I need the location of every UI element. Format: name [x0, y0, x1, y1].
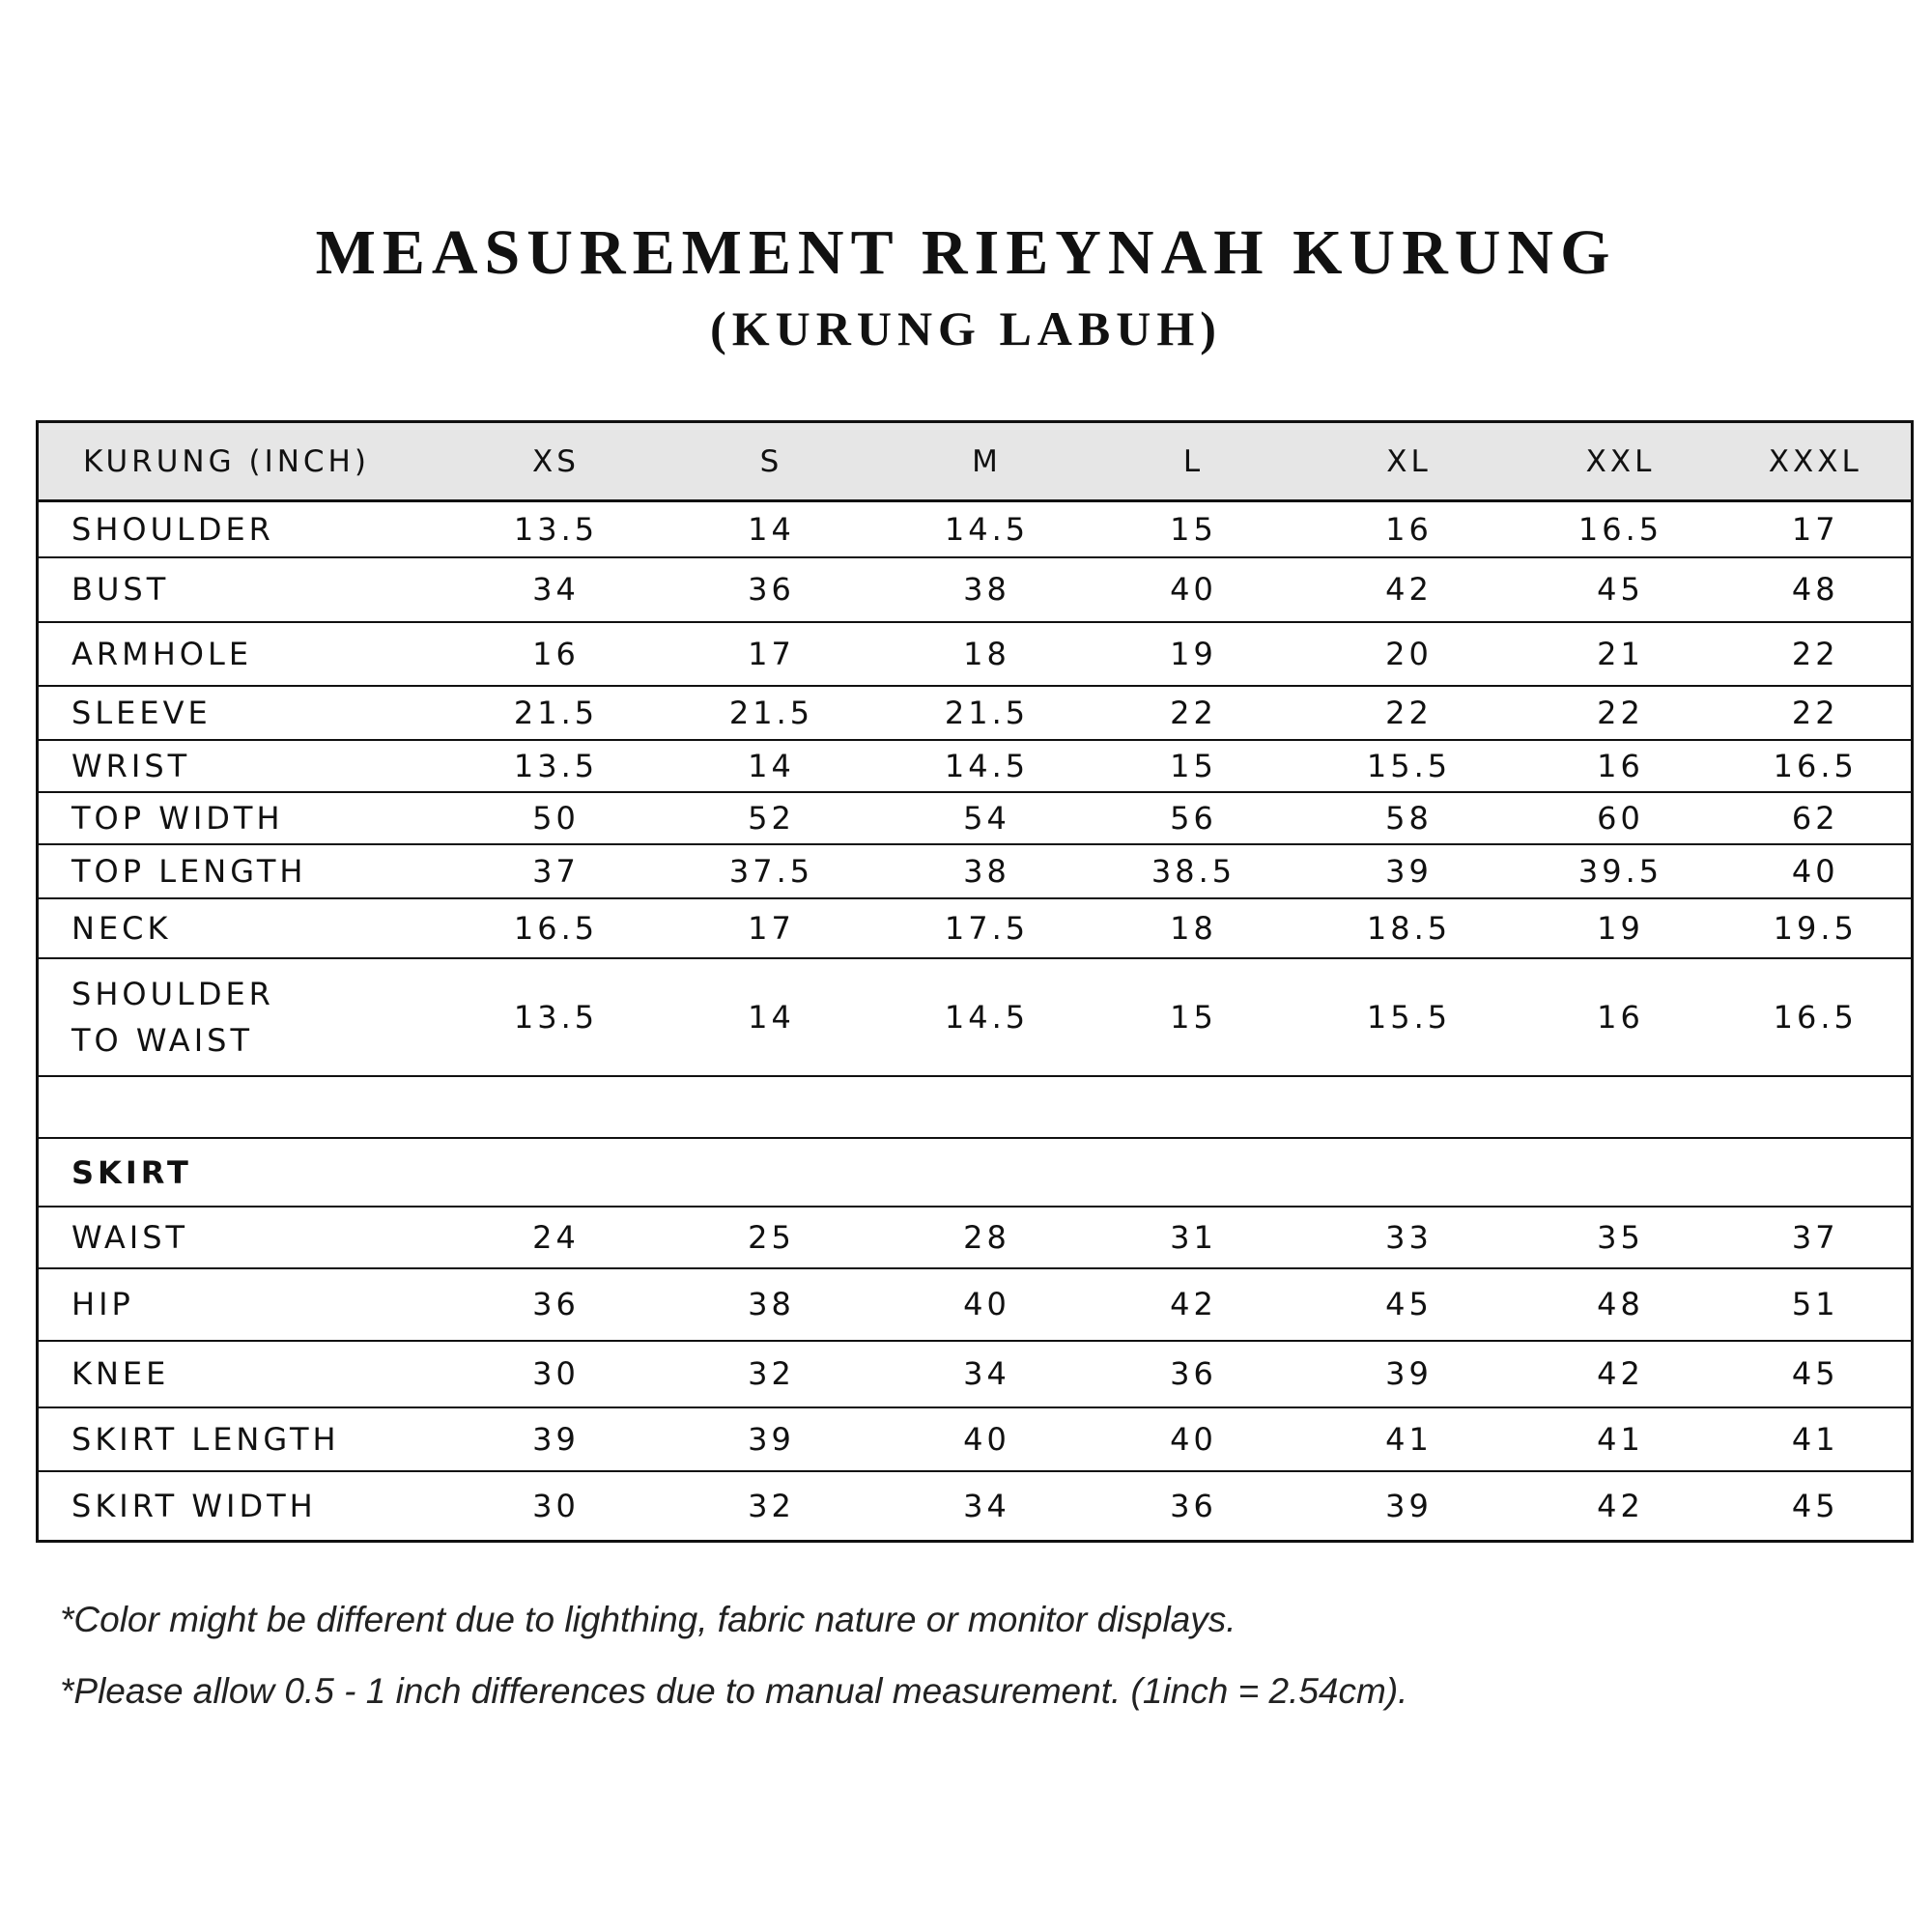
row-label: ARMHOLE — [38, 622, 453, 686]
cell-value: 14.5 — [884, 740, 1091, 792]
header-label: KURUNG (INCH) — [38, 422, 453, 501]
cell-value: 40 — [884, 1407, 1091, 1471]
cell-value: 16.5 — [1720, 958, 1913, 1076]
cell-value: 16.5 — [453, 898, 660, 958]
row-label: BUST — [38, 557, 453, 622]
cell-value: 16.5 — [1720, 740, 1913, 792]
cell-value: 17 — [1720, 501, 1913, 557]
cell-value: 19 — [1521, 898, 1720, 958]
cell-value: 41 — [1720, 1407, 1913, 1471]
table-row — [38, 1268, 1913, 1341]
row-label-line2: TO WAIST — [71, 1021, 253, 1059]
table-row — [38, 622, 1913, 686]
cell-value: 32 — [660, 1471, 884, 1541]
spacer-row — [38, 1076, 1913, 1138]
cell-value: 39.5 — [1521, 844, 1720, 897]
cell-value: 22 — [1720, 622, 1913, 686]
page-title: MEASUREMENT RIEYNAH KURUNG — [315, 217, 1617, 288]
cell-value: 41 — [1297, 1407, 1521, 1471]
cell-value: 15.5 — [1297, 740, 1521, 792]
table-row — [38, 1471, 1913, 1541]
table-row — [38, 792, 1913, 844]
cell-value: 21.5 — [453, 686, 660, 740]
row-label-line1: SHOULDER — [71, 975, 274, 1012]
cell-value: 48 — [1521, 1268, 1720, 1341]
cell-value: 17 — [660, 898, 884, 958]
footnote-color: *Color might be different due to lighthing, fabric nature or monitor displays. — [60, 1600, 1236, 1639]
cell-value: 34 — [884, 1471, 1091, 1541]
cell-value: 15.5 — [1297, 958, 1521, 1076]
cell-value: 45 — [1720, 1471, 1913, 1541]
cell-value: 13.5 — [453, 501, 660, 557]
size-chart-table — [36, 420, 1914, 1543]
cell-value: 50 — [453, 792, 660, 844]
cell-value: 48 — [1720, 557, 1913, 622]
top-measurements — [38, 501, 1913, 1542]
row-label: KNEE — [38, 1341, 453, 1407]
cell-value: 16 — [453, 622, 660, 686]
cell-value: 18 — [1091, 898, 1297, 958]
cell-value: 36 — [1091, 1471, 1297, 1541]
cell-value: 40 — [1720, 844, 1913, 897]
cell-value: 39 — [1297, 844, 1521, 897]
cell-value: 36 — [1091, 1341, 1297, 1407]
table-row — [38, 958, 1913, 1076]
cell-value: 16 — [1297, 501, 1521, 557]
cell-value: 18 — [884, 622, 1091, 686]
table-row — [38, 501, 1913, 557]
cell-value: 14.5 — [884, 501, 1091, 557]
cell-value: 22 — [1297, 686, 1521, 740]
cell-value: 25 — [660, 1207, 884, 1267]
cell-value: 62 — [1720, 792, 1913, 844]
cell-value: 16.5 — [1521, 501, 1720, 557]
cell-value: 45 — [1297, 1268, 1521, 1341]
cell-value: 45 — [1521, 557, 1720, 622]
cell-value: 33 — [1297, 1207, 1521, 1267]
cell-value: 39 — [453, 1407, 660, 1471]
table-row — [38, 1341, 1913, 1407]
cell-value: 42 — [1297, 557, 1521, 622]
table-row — [38, 686, 1913, 740]
table-row — [38, 557, 1913, 622]
row-label: SKIRT LENGTH — [38, 1407, 453, 1471]
cell-value: 54 — [884, 792, 1091, 844]
size-header-m: M — [884, 422, 1091, 501]
cell-value: 14 — [660, 958, 884, 1076]
cell-value: 31 — [1091, 1207, 1297, 1267]
footnote-measurement: *Please allow 0.5 - 1 inch differences due to manual measurement. (1inch = 2.54cm). — [60, 1671, 1408, 1711]
cell-value: 38 — [660, 1268, 884, 1341]
cell-value: 20 — [1297, 622, 1521, 686]
cell-value: 51 — [1720, 1268, 1913, 1341]
row-label: SHOULDER — [38, 501, 453, 557]
row-label: WRIST — [38, 740, 453, 792]
table-row — [38, 740, 1913, 792]
row-label: HIP — [38, 1268, 453, 1341]
cell-value: 38 — [884, 844, 1091, 897]
row-label: WAIST — [38, 1207, 453, 1267]
cell-value: 21.5 — [884, 686, 1091, 740]
cell-value: 19 — [1091, 622, 1297, 686]
cell-value: 38.5 — [1091, 844, 1297, 897]
cell-value: 36 — [660, 557, 884, 622]
cell-value: 37.5 — [660, 844, 884, 897]
cell-value: 24 — [453, 1207, 660, 1267]
cell-value: 42 — [1521, 1341, 1720, 1407]
cell-value: 13.5 — [453, 740, 660, 792]
section-row — [38, 1138, 1913, 1207]
table-header-row — [38, 422, 1913, 501]
size-header-xxxl: XXXL — [1720, 422, 1913, 501]
row-label: TOP WIDTH — [38, 792, 453, 844]
cell-value: 21 — [1521, 622, 1720, 686]
cell-value: 22 — [1521, 686, 1720, 740]
cell-value: 15 — [1091, 958, 1297, 1076]
row-label: NECK — [38, 898, 453, 958]
cell-value: 45 — [1720, 1341, 1913, 1407]
cell-value: 16 — [1521, 740, 1720, 792]
row-label: SLEEVE — [38, 686, 453, 740]
cell-value: 39 — [660, 1407, 884, 1471]
table-row — [38, 1207, 1913, 1267]
cell-value: 30 — [453, 1471, 660, 1541]
cell-value: 22 — [1720, 686, 1913, 740]
cell-value: 17 — [660, 622, 884, 686]
cell-value: 56 — [1091, 792, 1297, 844]
cell-value: 28 — [884, 1207, 1091, 1267]
cell-value: 40 — [1091, 557, 1297, 622]
cell-value: 39 — [1297, 1471, 1521, 1541]
cell-value: 34 — [884, 1341, 1091, 1407]
table-row — [38, 844, 1913, 897]
cell-value: 52 — [660, 792, 884, 844]
cell-value: 36 — [453, 1268, 660, 1341]
size-header-xs: XS — [453, 422, 660, 501]
cell-value: 60 — [1521, 792, 1720, 844]
cell-value: 18.5 — [1297, 898, 1521, 958]
cell-value: 13.5 — [453, 958, 660, 1076]
cell-value: 22 — [1091, 686, 1297, 740]
cell-value: 40 — [1091, 1407, 1297, 1471]
row-label: SKIRT WIDTH — [38, 1471, 453, 1541]
cell-value: 34 — [453, 557, 660, 622]
size-header-xxl: XXL — [1521, 422, 1720, 501]
size-header-l: L — [1091, 422, 1297, 501]
footnotes — [60, 1584, 1407, 1727]
cell-value: 39 — [1297, 1341, 1521, 1407]
cell-value: 15 — [1091, 740, 1297, 792]
cell-value: 32 — [660, 1341, 884, 1407]
size-header-s: S — [660, 422, 884, 501]
size-header-xl: XL — [1297, 422, 1521, 501]
cell-value: 16 — [1521, 958, 1720, 1076]
cell-value: 19.5 — [1720, 898, 1913, 958]
cell-value: 30 — [453, 1341, 660, 1407]
cell-value: 41 — [1521, 1407, 1720, 1471]
cell-value: 37 — [453, 844, 660, 897]
cell-value: 37 — [1720, 1207, 1913, 1267]
page-subtitle: (KURUNG LABUH) — [710, 301, 1222, 355]
cell-value: 42 — [1521, 1471, 1720, 1541]
cell-value: 21.5 — [660, 686, 884, 740]
skirt-section-heading: SKIRT — [38, 1138, 1913, 1207]
cell-value: 42 — [1091, 1268, 1297, 1341]
spacer-cell — [38, 1076, 1913, 1138]
row-label — [38, 958, 453, 1076]
cell-value: 14.5 — [884, 958, 1091, 1076]
table-row — [38, 898, 1913, 958]
cell-value: 14 — [660, 740, 884, 792]
row-label: TOP LENGTH — [38, 844, 453, 897]
cell-value: 38 — [884, 557, 1091, 622]
cell-value: 15 — [1091, 501, 1297, 557]
table-row — [38, 1407, 1913, 1471]
cell-value: 58 — [1297, 792, 1521, 844]
cell-value: 35 — [1521, 1207, 1720, 1267]
cell-value: 14 — [660, 501, 884, 557]
cell-value: 17.5 — [884, 898, 1091, 958]
cell-value: 40 — [884, 1268, 1091, 1341]
